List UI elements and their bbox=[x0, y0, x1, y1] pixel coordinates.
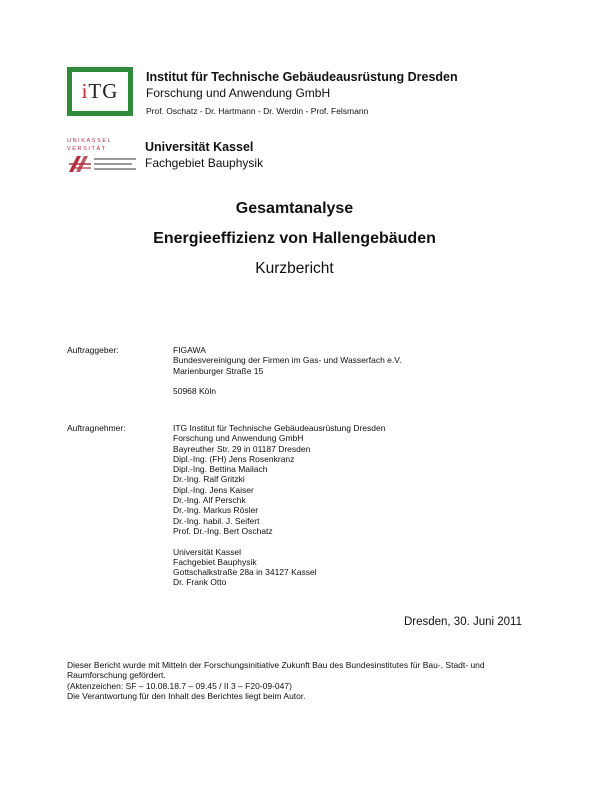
uni-kassel-logo bbox=[67, 138, 137, 178]
client-line: Marienburger Straße 15 bbox=[173, 365, 264, 376]
report-subtitle: Energieeffizienz von Hallengebäuden bbox=[153, 230, 436, 247]
contractor-label: Auftragnehmer: bbox=[67, 423, 126, 433]
contractor-line: Fachgebiet Bauphysik bbox=[173, 556, 257, 567]
client-block bbox=[173, 345, 402, 396]
client-line: Bundesvereinigung der Firmen im Gas- und Wasserfach e.V. bbox=[173, 355, 402, 366]
contractor-line: Dr.-Ing. Markus Rösler bbox=[173, 505, 259, 516]
contractor-line bbox=[173, 536, 385, 546]
institute-name: Institut für Technische Gebäudeausrüstung Dresden bbox=[146, 70, 458, 84]
funding-note-line: Die Verantwortung für den Inhalt des Berichtes liegt beim Autor. bbox=[67, 690, 306, 701]
itg-logo bbox=[67, 67, 133, 116]
university-name: Universität Kassel bbox=[145, 140, 254, 154]
contractor-line: Dr.-Ing. Alf Perschk bbox=[173, 495, 246, 506]
funding-note-line: Raumforschung gefördert. bbox=[67, 670, 166, 681]
contractor-line: Dipl.-Ing. Bettina Mailach bbox=[173, 464, 268, 475]
itg-logo-tg: TG bbox=[88, 79, 119, 103]
contractor-line: ITG Institut für Technische Gebäudeausrüstung Dresden bbox=[173, 423, 386, 433]
uni-logo-caption-line bbox=[94, 158, 136, 160]
contractor-line: Gottschalkstraße 28a in 34127 Kassel bbox=[173, 567, 317, 578]
funding-note-line: Dieser Bericht wurde mit Mitteln der Forschungsinitiative Zukunft Bau des Bundesinstitutes für Bau-, Stadt- und bbox=[67, 660, 485, 670]
report-type: Kurzbericht bbox=[255, 260, 334, 277]
client-line bbox=[173, 376, 402, 386]
contractor-line: Universität Kassel bbox=[173, 546, 242, 557]
contractor-line: Dr. Frank Otto bbox=[173, 577, 227, 588]
contractor-line: Dr.-Ing. habil. J. Seifert bbox=[173, 515, 260, 526]
client-line: FIGAWA bbox=[173, 345, 206, 355]
contractor-block bbox=[173, 423, 385, 588]
contractor-line: Dipl.-Ing. (FH) Jens Rosenkranz bbox=[173, 453, 295, 464]
contractor-line: Dipl.-Ing. Jens Kaiser bbox=[173, 484, 254, 495]
institute-subtitle: Forschung und Anwendung GmbH bbox=[146, 86, 331, 100]
uni-logo-line1: UNIKASSEL bbox=[67, 138, 113, 144]
funding-note bbox=[67, 660, 537, 701]
itg-logo-i: i bbox=[81, 79, 89, 103]
contractor-line: Dr.-Ing. Ralf Gritzki bbox=[173, 474, 245, 485]
contractor-line: Prof. Dr.-Ing. Bert Oschatz bbox=[173, 525, 273, 536]
client-line: 50968 Köln bbox=[173, 386, 217, 397]
uni-logo-caption-line bbox=[94, 168, 136, 170]
uni-logo-line2: VERSITÄT bbox=[67, 146, 107, 152]
uni-logo-mark-icon bbox=[67, 154, 93, 174]
contractor-line: Bayreuther Str. 29 in 01187 Dresden bbox=[173, 443, 311, 454]
contractor-line: Forschung und Anwendung GmbH bbox=[173, 433, 304, 444]
report-title: Gesamtanalyse bbox=[235, 200, 354, 217]
university-department: Fachgebiet Bauphysik bbox=[145, 156, 264, 170]
funding-note-line: (Aktenzeichen: SF – 10.08.18.7 – 09.45 / II 3 – F20-09-047) bbox=[67, 680, 292, 691]
institute-people: Prof. Oschatz - Dr. Hartmann - Dr. Werdin - Prof. Felsmann bbox=[146, 106, 369, 116]
uni-logo-caption-line bbox=[94, 163, 132, 165]
place-date: Dresden, 30. Juni 2011 bbox=[403, 616, 522, 628]
client-label: Auftraggeber: bbox=[67, 345, 119, 355]
